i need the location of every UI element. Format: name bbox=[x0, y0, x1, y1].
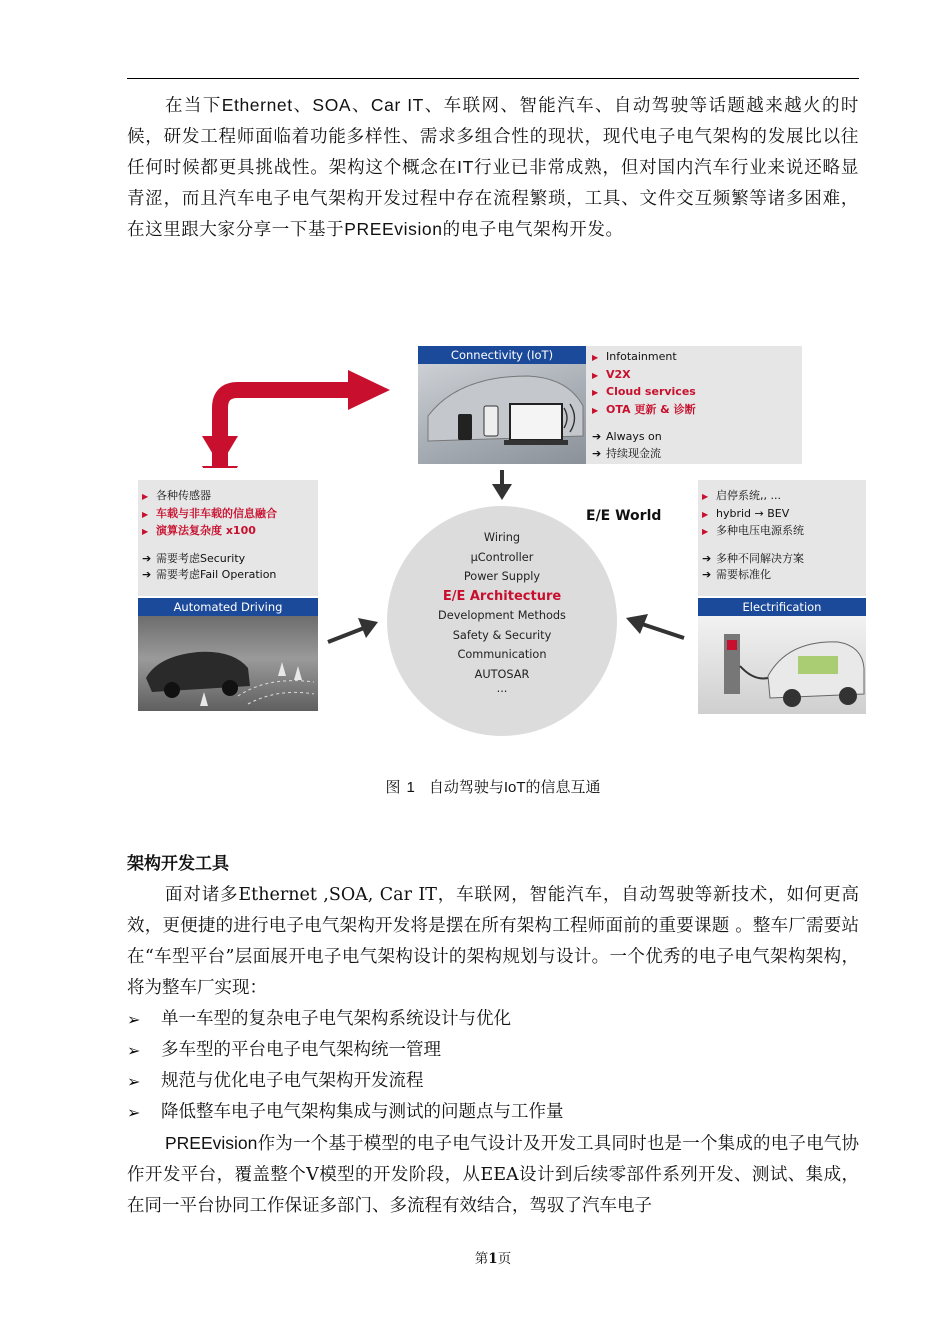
list-item: ▶ 演算法复杂度 x100 bbox=[142, 524, 256, 537]
list-item: ➢ 降低整车电子电气架构集成与测试的问题点与工作量 bbox=[127, 1097, 859, 1128]
center-item: AUTOSAR bbox=[474, 667, 530, 681]
electrification-title: Electrification bbox=[698, 598, 866, 616]
ee-world-label: E/E World bbox=[586, 508, 662, 524]
center-item: Development Methods bbox=[438, 609, 566, 622]
caption-text: 自动驾驶与IoT的信息互通 bbox=[428, 779, 601, 796]
automated-driving-title: Automated Driving bbox=[138, 598, 318, 616]
list-item: ▶ Cloud services bbox=[592, 385, 696, 398]
connectivity-list bbox=[592, 349, 696, 462]
list-item: ➢ 规范与优化电子电气架构开发流程 bbox=[127, 1066, 859, 1097]
list-item: ➢ 单一车型的复杂电子电气架构系统设计与优化 bbox=[127, 1004, 859, 1035]
list-item: ▶ 车载与非车载的信息融合 bbox=[142, 506, 277, 520]
product-name: PREEvision bbox=[165, 1133, 258, 1153]
left-to-center-arrow bbox=[326, 616, 380, 646]
center-item: Safety & Security bbox=[452, 628, 552, 642]
footer-suffix: 页 bbox=[497, 1251, 512, 1267]
car-icon bbox=[138, 616, 318, 711]
down-arrow bbox=[490, 470, 514, 502]
ee-world-figure bbox=[130, 340, 870, 720]
automated-driving-photo bbox=[138, 616, 318, 711]
center-item: Wiring bbox=[483, 531, 521, 544]
center-highlight: E/E Architecture bbox=[442, 588, 562, 604]
red-arrow-head-down bbox=[202, 436, 238, 470]
list-item: ▶ V2X bbox=[592, 367, 631, 381]
bullet-list bbox=[127, 1004, 859, 1128]
automated-driving-list bbox=[142, 488, 277, 584]
header-rule bbox=[127, 78, 859, 79]
center-item: ... bbox=[496, 682, 508, 695]
bullet-arrow-icon: ➢ bbox=[127, 1041, 141, 1060]
note-item: ➔ 需要标准化 bbox=[702, 568, 771, 581]
center-item: μController bbox=[470, 550, 534, 564]
page-number: 1 bbox=[488, 1251, 498, 1267]
list-item: ▶ 各种传感器 bbox=[142, 489, 211, 502]
note-item: ➔ Always on bbox=[592, 430, 662, 443]
note-item: ➔ 持续现金流 bbox=[592, 446, 661, 460]
final-paragraph-text: 作为一个基于模型的电子电气设计及开发工具同时也是一个集成的电子电气协作开发平台，覆盖整个V模型的开发阶段，从EEA设计到后续零部件系列开发、测试、集成，在同一平台协同工作保证多部门、多流程有效结合，驾驭了汽车电子 bbox=[127, 1134, 859, 1216]
final-paragraph bbox=[127, 1128, 859, 1222]
footer-prefix: 第 bbox=[474, 1251, 489, 1267]
note-item: ➔ 需要考虑Security bbox=[142, 551, 246, 565]
list-item: ▶ OTA 更新 & 诊断 bbox=[592, 402, 696, 416]
center-item: Power Supply bbox=[463, 570, 541, 583]
list-item: ▶ 启停系统,, ... bbox=[702, 489, 781, 502]
list-item: ➢ 多车型的平台电子电气架构统一管理 bbox=[127, 1035, 859, 1066]
bullet-arrow-icon: ➢ bbox=[127, 1103, 141, 1122]
bullet-arrow-icon: ➢ bbox=[127, 1010, 141, 1029]
list-item: ▶ Infotainment bbox=[592, 350, 677, 363]
list-item: ▶ hybrid → BEV bbox=[702, 506, 790, 520]
charging-station-icon bbox=[698, 616, 866, 714]
center-item: Communication bbox=[457, 648, 547, 661]
electrification-list bbox=[702, 488, 804, 584]
intro-paragraph: 在当下Ethernet、SOA、Car IT、车联网、智能汽车、自动驾驶等话题越来越火的时候，研发工程师面临着功能多样性、需求多组合性的现状，现代电子电气架构的发展比以往任何时候都更具挑战性。架构这个概念在IT行业已非常成熟，但对国内汽车行业来说还略显青涩，而且汽车电子电气架构开发过程中存在流程繁琐，工具、文件交互频繁等诸多困难，在这里跟大家分享一下基于PREEvision的电子电气架构开发。 bbox=[127, 95, 859, 239]
note-item: ➔ 需要考虑Fail Operation bbox=[142, 568, 277, 581]
connectivity-title: Connectivity (IoT) bbox=[418, 346, 586, 364]
bullet-arrow-icon: ➢ bbox=[127, 1072, 141, 1091]
right-to-center-arrow bbox=[624, 612, 686, 642]
body-paragraph: 面对诸多Ethernet ,SOA, Car IT，车联网，智能汽车，自动驾驶等新技术，如何更高效，更便捷的进行电子电气架构开发将是摆在所有架构工程师面前的重要课题 。整车厂需要站在“车型平台”层面展开电子电气架构设计的架构规划与设计。一个优秀的电子电气架构架构，将为整车厂实现： bbox=[127, 885, 859, 998]
figure-caption bbox=[0, 776, 950, 797]
list-item: ▶ 多种电压电源系统 bbox=[702, 524, 804, 537]
caption-label: 图 bbox=[385, 779, 401, 796]
page-footer bbox=[0, 1247, 950, 1267]
ee-architecture-items bbox=[387, 528, 617, 694]
note-item: ➔ 多种不同解决方案 bbox=[702, 551, 804, 565]
section-heading: 架构开发工具 bbox=[127, 854, 229, 874]
electrification-photo bbox=[698, 616, 866, 714]
caption-number: 1 bbox=[406, 779, 415, 796]
